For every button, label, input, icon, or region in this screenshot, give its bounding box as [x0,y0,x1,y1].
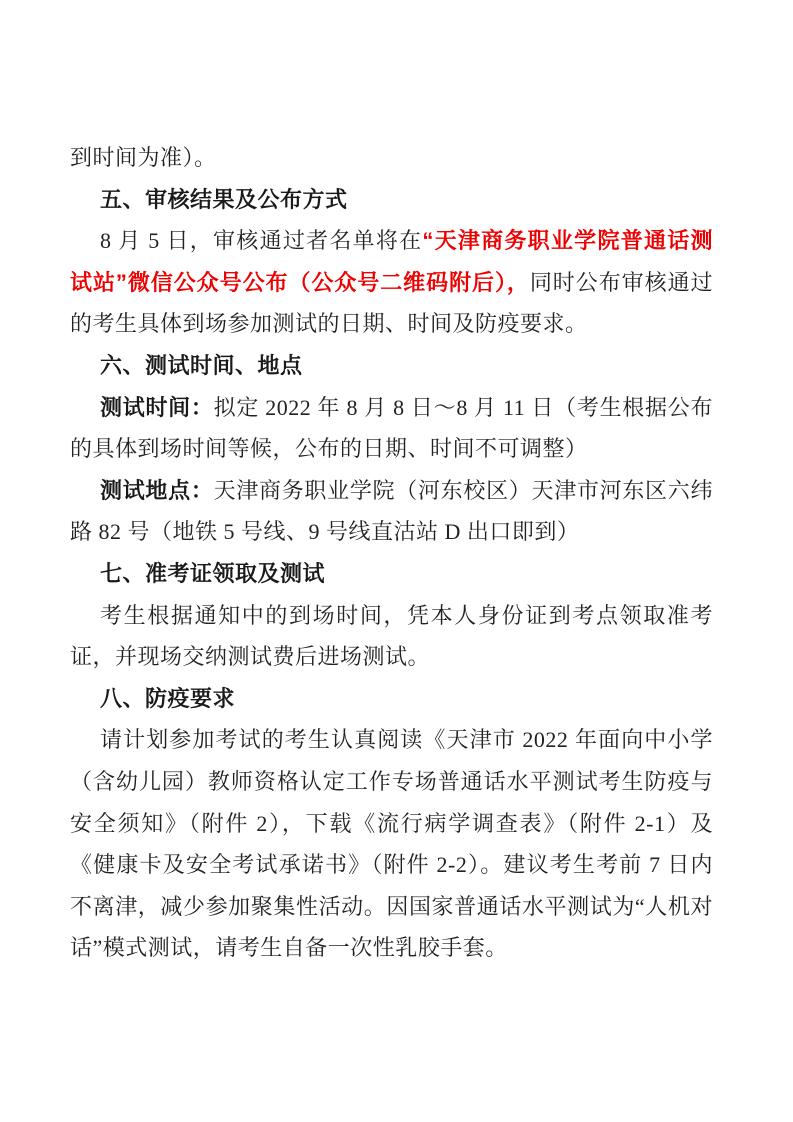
section-heading [70,553,713,595]
paragraph [70,595,713,678]
text-run: 8 月 5 日，审核通过者名单将在 [100,228,423,254]
paragraph [70,137,713,179]
text-run: 天津商务职业学院（河东校区）天津市河东区六纬路 82 号（地铁 5 号线、9 号线直沽站 D 出口即到） [70,477,713,545]
text-run: 请计划参加考试的考生认真阅读《天津市 2022 年面向中小学（含幼儿园）教师资格认定工作专场普通话水平测试考生防疫与安全须知》（附件 2），下载《流行病学调查表》（附件 2-1）及《健康卡及安全考试承诺书》（附件 2-2）。建议考生考前 7 日内不离津，减少参加聚集性活动。因国家普通话水平测试为“人机对话”模式测试，请考生自备一次性乳胶手套。 [70,727,714,961]
paragraph [70,387,713,470]
text-run: 到时间为准）。 [70,145,217,170]
text-run: 同时公布审核通过的考生具体到场参加测试的日期、时间及防疫要求。 [70,269,713,337]
text-run: 测试时间： [100,394,214,420]
paragraph [70,220,713,345]
text-run: 拟定 2022 年 8 月 8 日～8 月 11 日（考生根据公布的具体到场时间等候，公布的日期、时间不可调整） [70,394,713,462]
text-run: 七、准考证领取及测试 [100,560,326,586]
document-body [70,137,713,969]
red-highlight-text: “天津商务职业学院普通话测试站”微信公众号公布（公众号二维码附后）， [70,228,713,295]
paragraph [70,719,713,969]
text-run: 测试地点： [100,477,214,503]
section-heading [70,678,713,720]
section-heading [70,179,713,221]
text-run: 五、审核结果及公布方式 [100,186,348,212]
text-run: 六、测试时间、地点 [100,352,303,378]
text-run: 考生根据通知中的到场时间，凭本人身份证到考点领取准考证，并现场交纳测试费后进场测试。 [70,602,713,670]
text-run: 八、防疫要求 [100,685,236,711]
paragraph [70,470,713,553]
section-heading [70,345,713,387]
